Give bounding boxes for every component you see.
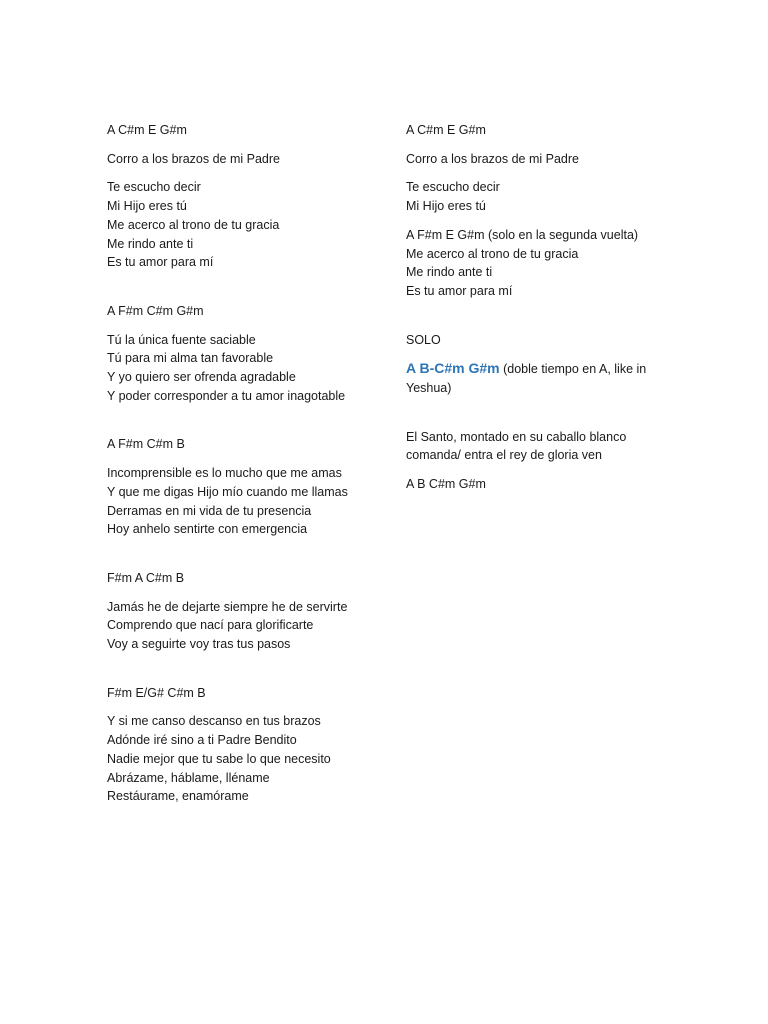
verse-block [406, 178, 706, 215]
chord-line: A C#m E G#m [107, 123, 187, 137]
lyric-line: Y yo quiero ser ofrenda agradable [107, 370, 296, 385]
lyric-line: Es tu amor para mí [107, 255, 214, 270]
verse-block [107, 331, 392, 406]
lyric-line: Jamás he de dejarte siempre he de servirte [107, 599, 348, 614]
lyric-line: Corro a los brazos de mi Padre [406, 151, 579, 166]
lyric-line: Voy a seguirte voy tras tus pasos [107, 637, 291, 652]
chord-line: A F#m C#m B [107, 437, 185, 452]
lyric-line: Restáurame, enamórame [107, 789, 249, 804]
lyric-line: Me rindo ante ti [107, 236, 194, 251]
verse-block [107, 464, 392, 539]
solo-block [406, 359, 676, 397]
lyric-line: Corro a los brazos de mi Padre [107, 151, 280, 166]
lyric-line: Es tu amor para mí [406, 283, 513, 298]
left-column [107, 121, 392, 806]
lyric-line: Tú para mi alma tan favorable [107, 351, 274, 366]
verse-block [107, 598, 392, 654]
solo-label: SOLO [406, 332, 441, 347]
solo-chords: A B-C#m G#m [406, 360, 500, 377]
verse-block [406, 226, 706, 301]
chord-line: F#m E/G# C#m B [107, 685, 206, 700]
lyric-paragraph: El Santo, montado en su caballo blanco comanda/ entra el rey de gloria ven [406, 429, 627, 463]
lyric-line: Mi Hijo eres tú [107, 199, 187, 214]
lyric-line: Tú la única fuente saciable [107, 332, 256, 347]
lyric-line: Nadie mejor que tu sabe lo que necesito [107, 751, 331, 766]
lyric-line: Y poder corresponder a tu amor inagotable [107, 388, 346, 403]
lyric-line: Te escucho decir [406, 180, 500, 195]
lyric-line: Me acerco al trono de tu gracia [107, 217, 280, 232]
chord-line: A C#m E G#m [406, 123, 486, 137]
chord-line: F#m A C#m B [107, 570, 185, 585]
lyric-line: Derramas en mi vida de tu presencia [107, 503, 312, 518]
verse-block [107, 712, 392, 806]
lyric-line: Comprendo que nací para glorificarte [107, 618, 314, 633]
lyric-line: Adónde iré sino a ti Padre Bendito [107, 733, 297, 748]
lyric-line: Incomprensible es lo mucho que me amas [107, 466, 342, 481]
lyric-line: Hoy anhelo sentirte con emergencia [107, 522, 308, 537]
lyric-line: Me rindo ante ti [406, 265, 493, 280]
lyric-line: Y que me digas Hijo mío cuando me llamas [107, 484, 348, 499]
chord-line: A F#m C#m G#m [107, 303, 204, 318]
lyric-line: Y si me canso descanso en tus brazos [107, 714, 321, 729]
lyric-line: Abrázame, háblame, lléname [107, 770, 270, 785]
right-column [406, 121, 706, 494]
chord-note-line: A F#m E G#m (solo en la segunda vuelta) [406, 227, 639, 242]
solo-note: (doble tiempo en A, like in Yeshua) [406, 362, 647, 396]
lyric-line: Me acerco al trono de tu gracia [406, 246, 579, 261]
verse-block [107, 178, 392, 272]
lyric-line: Mi Hijo eres tú [406, 199, 486, 214]
lyric-line: Te escucho decir [107, 180, 201, 195]
chord-line: A B C#m G#m [406, 477, 486, 492]
